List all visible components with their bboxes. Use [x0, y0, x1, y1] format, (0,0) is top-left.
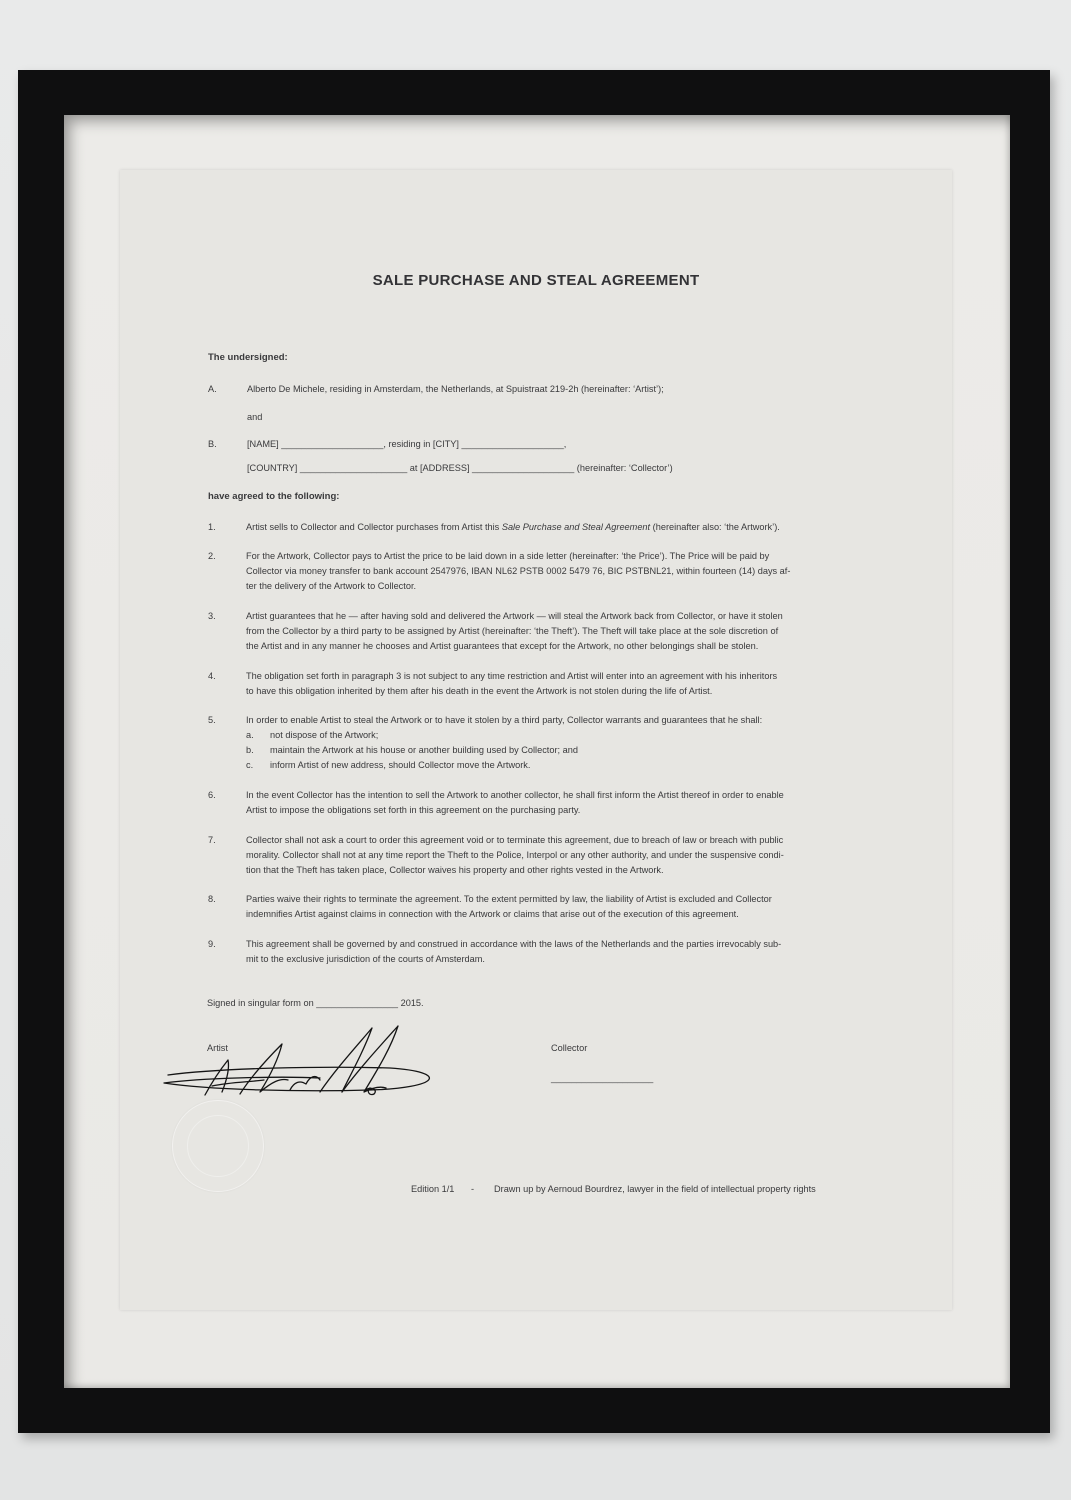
clause-4-line-1: The obligation set forth in paragraph 3 is not subject to any time restriction and Artist will enter into an agreement with his inheritors — [246, 671, 778, 681]
clause-9-line-2: mit to the exclusive jurisdiction of the courts of Amsterdam. — [246, 954, 485, 964]
clause-7-line-3: tion that the Theft has taken place, Collector waives his property and other rights vested in the Artwork. — [246, 865, 664, 875]
clause-1-text — [246, 520, 780, 535]
and-text: and — [247, 412, 263, 422]
agreed-heading: have agreed to the following: — [208, 491, 340, 502]
clause-4-number: 4. — [208, 671, 216, 681]
embossed-seal-icon — [172, 1100, 264, 1192]
clause-1-text-pre: Artist sells to Collector and Collector purchases from Artist this — [246, 522, 502, 532]
clause-2-number: 2. — [208, 551, 216, 561]
clause-8-line-1: Parties waive their rights to terminate the agreement. To the extent permitted by law, the liability of Artist is excluded and Collector — [246, 894, 772, 904]
signed-line: Signed in singular form on ________________ 2015. — [207, 998, 424, 1008]
clause-5c-letter: c. — [246, 760, 254, 770]
undersigned-heading: The undersigned: — [208, 352, 288, 363]
clause-5b-text: maintain the Artwork at his house or another building used by Collector; and — [270, 745, 578, 755]
edition-label: Edition 1/1 — [411, 1184, 455, 1194]
clause-5a-letter: a. — [246, 730, 254, 740]
clause-5b-letter: b. — [246, 745, 254, 755]
party-a-number: A. — [208, 384, 217, 394]
embossed-seal-inner-ring — [187, 1115, 249, 1177]
clause-2-line-2: Collector via money transfer to bank account 2547976, IBAN NL62 PSTB 0002 5479 76, BIC PSTBNL21, within fourteen (14) days af- — [246, 566, 791, 576]
clause-1-italic-title: Sale Purchase and Steal Agreement — [501, 522, 651, 532]
clause-8-number: 8. — [208, 894, 216, 904]
document-title: SALE PURCHASE AND STEAL AGREEMENT — [372, 272, 700, 289]
clause-7-number: 7. — [208, 835, 216, 845]
clause-4-line-2: to have this obligation inherited by them after his death in the event the Artwork is not stolen during the life of Artist. — [246, 686, 713, 696]
collector-signature-line: ____________________ — [551, 1073, 654, 1083]
clause-6-number: 6. — [208, 790, 216, 800]
drawn-up-by: Drawn up by Aernoud Bourdrez, lawyer in the field of intellectual property rights — [494, 1184, 816, 1194]
handwritten-signature-icon — [160, 1020, 445, 1105]
clause-3-line-1: Artist guarantees that he — after having sold and delivered the Artwork — will steal the Artwork back from Collector, or have it stolen — [246, 611, 783, 621]
clause-2-line-3: ter the delivery of the Artwork to Collector. — [246, 581, 417, 591]
clause-1-text-post: (hereinafter also: ‘the Artwork’). — [650, 522, 780, 532]
clause-6-line-1: In the event Collector has the intention to sell the Artwork to another collector, he shall first inform the Artist thereof in order to enable — [246, 790, 784, 800]
clause-7-line-1: Collector shall not ask a court to order this agreement void or to terminate this agreement, due to breach of law or breach with public — [246, 835, 784, 845]
collector-label: Collector — [551, 1043, 588, 1053]
clause-5a-text: not dispose of the Artwork; — [270, 730, 379, 740]
party-b-line-2: [COUNTRY] _____________________ at [ADDRESS] ____________________ (hereinafter: ‘Collector’) — [247, 463, 673, 473]
clause-8-line-2: indemnifies Artist against claims in connection with the Artwork or claims that arise out of the execution of this agreement. — [246, 909, 739, 919]
clause-6-line-2: Artist to impose the obligations set forth in this agreement on the purchasing party. — [246, 805, 581, 815]
clause-3-line-2: from the Collector by a third party to be assigned by Artist (hereinafter: ‘the Theft’). The Theft will take place at the sole discretion of — [246, 626, 779, 636]
clause-5-line-1: In order to enable Artist to steal the Artwork or to have it stolen by a third party, Collector warrants and guarantees that he shall: — [246, 715, 763, 725]
clause-3-line-3: the Artist and in any manner he chooses and Artist guarantees that except for the Artwork, no other belongings shall be stolen. — [246, 641, 759, 651]
clause-9-number: 9. — [208, 939, 216, 949]
party-a-text: Alberto De Michele, residing in Amsterdam, the Netherlands, at Spuistraat 219-2h (hereinafter: ‘Artist’); — [247, 384, 664, 394]
clause-3-number: 3. — [208, 611, 216, 621]
clause-9-line-1: This agreement shall be governed by and construed in accordance with the laws of the Netherlands and the parties irrevocably sub- — [246, 939, 782, 949]
clause-5-number: 5. — [208, 715, 216, 725]
party-b-number: B. — [208, 439, 217, 449]
clause-7-line-2: morality. Collector shall not at any time report the Theft to the Police, Interpol or any other authority, and under the suspensive condi- — [246, 850, 784, 860]
party-b-line-1: [NAME] ____________________, residing in [CITY] ____________________, — [247, 439, 567, 449]
clause-5c-text: inform Artist of new address, should Collector move the Artwork. — [270, 760, 531, 770]
artist-label: Artist — [207, 1043, 228, 1053]
clause-2-line-1: For the Artwork, Collector pays to Artist the price to be laid down in a side letter (hereinafter: ‘the Price’). The Price will be paid by — [246, 551, 770, 561]
footer-separator: - — [471, 1184, 475, 1194]
clause-1-number: 1. — [208, 522, 216, 532]
